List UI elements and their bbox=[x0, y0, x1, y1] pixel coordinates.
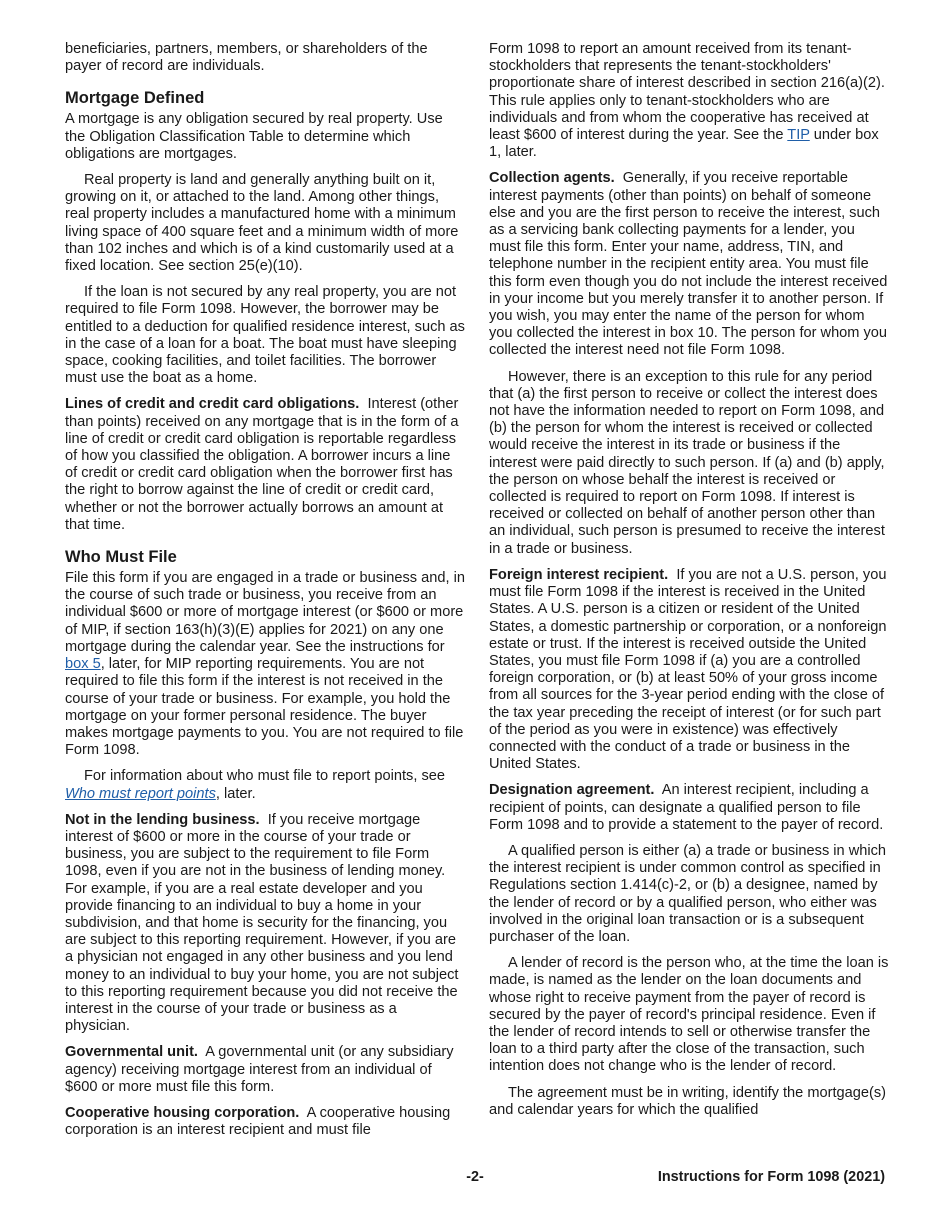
paragraph-points bbox=[65, 768, 465, 802]
paragraph-exception: However, there is an exception to this rule for any period that (a) the first person to receive or collect the interest does not have the information needed to report on Form 1098, and (b) the person for whom the interest is received or collected would receive the interest in its trade or business if the interest were paid directly to such person. If (a) and (b) apply, the person on whose behalf the interest is received or collected is required to report on Form 1098. If interest is received or collected on behalf of another person other than an individual, such person is presumed to receive the interest in a trade or business. bbox=[489, 368, 885, 557]
who-must-report-points-link[interactable]: Who must report points bbox=[65, 785, 216, 802]
paragraph-real-property: Real property is land and generally anything built on it, growing on it, or attached to the land. Among other things, real property includes a manufactured home with a minimum living space of 400 square feet and a minimum width of more than 102 inches and which is of a kind customarily used at a fixed location. See section 25(e)(10). bbox=[65, 172, 459, 275]
coop-cont-text-2: under box 1, later. bbox=[489, 127, 879, 161]
paragraph-cooperative-continued bbox=[489, 41, 889, 161]
points-text-2: , later. bbox=[215, 785, 256, 802]
run-in-heading-cooperative: Cooperative housing corporation. bbox=[65, 1104, 300, 1121]
who-text-2: , later, for MIP reporting requirements. You are not required to file this form if the interest is not received in the course of your trade or business. For example, you hold the mortgage on your former personal residence. The buyer makes mortgage payments to you. You are not required to file Form 1098. bbox=[65, 656, 464, 759]
cooperative-text: A cooperative housing corporation is an interest recipient and must file bbox=[65, 1104, 451, 1139]
paragraph-collection-agents bbox=[489, 170, 889, 359]
points-text-1: For information about who must file to report points, see bbox=[84, 768, 445, 785]
paragraph-not-lending bbox=[65, 812, 465, 1036]
paragraph-lines-of-credit bbox=[65, 396, 465, 534]
run-in-heading-lines-of-credit: Lines of credit and credit card obligations. bbox=[65, 396, 360, 413]
foreign-text: If you are not a U.S. person, you must file Form 1098 if the interest is received in the United States. A U.S. person is a citizen or resident of the United States, a domestic partnership or corporation, or a nonforeign estate or trust. If the interest is received outside the United States, you must file Form 1098 if (a) you are a controlled foreign corporation, or (b) at least 50% of your gross income from all sources for the 3-year period ending with the close of the tax year preceding the receipt of interest (or for such part of the period as you were in existence) was effectively connected with the conduct of a trade or business in the United States. bbox=[489, 566, 887, 773]
page-number: -2- bbox=[466, 1169, 484, 1185]
paragraph-governmental-unit bbox=[65, 1044, 465, 1096]
run-in-heading-collection: Collection agents. bbox=[489, 170, 615, 187]
lines-of-credit-text: Interest (other than points) received on any mortgage that is in the form of a line of credit or credit card obligation is reportable regardless of how you classified the obligation. A borrower incurs a line of credit or credit card obligation when the borrower first has the right to borrow against the line of credit or credit card, whether or not the borrower actually borrows an amount at that time. bbox=[65, 396, 459, 533]
paragraph-who-must-file bbox=[65, 570, 465, 759]
footer-title: Instructions for Form 1098 (2021) bbox=[657, 1169, 885, 1185]
paragraph-not-secured: If the loan is not secured by any real property, you are not required to file Form 1098. However, the borrower may be entitled to a deduction for qualified residence interest, such as in the case of a loan for a boat. The boat must have sleeping space, cooking facilities, and toilet facilities. The borrower must use the boat as a home. bbox=[65, 284, 465, 387]
paragraph-cooperative bbox=[65, 1105, 465, 1139]
paragraph-qualified-person: A qualified person is either (a) a trade or business in which the interest recipient is under common control as specified in Regulations section 1.414(c)-2, or (b) a designee, named by the lender of record or by a qualified person, who either was involved in the original loan transaction or is a subsequent purchaser of the loan. bbox=[489, 842, 887, 945]
heading-who-must-file: Who Must File bbox=[65, 548, 177, 567]
box-5-link[interactable]: box 5 bbox=[65, 656, 101, 673]
paragraph-agreement: The agreement must be in writing, identify the mortgage(s) and calendar years for which the qualified bbox=[489, 1084, 886, 1118]
heading-mortgage-defined: Mortgage Defined bbox=[65, 89, 205, 108]
paragraph-beneficiaries: beneficiaries, partners, members, or shareholders of the payer of record are individuals. bbox=[65, 41, 428, 75]
paragraph-foreign-recipient bbox=[489, 567, 889, 773]
paragraph-mortgage: A mortgage is any obligation secured by real property. Use the Obligation Classification Table to determine which obligations are mortgages. bbox=[65, 111, 443, 162]
coop-cont-text-1: Form 1098 to report an amount received from its tenant-stockholders that represents the tenant-stockholders' proportionate share of interest described in section 216(a)(2). This rule applies only to tenant-stockholders who are individuals and from whom the cooperative has received at least $600 of interest during the year. See the bbox=[489, 41, 885, 144]
left-column bbox=[65, 41, 465, 1148]
governmental-text: A governmental unit (or any subsidiary agency) receiving mortgage interest from an individual of $600 or more must file this form. bbox=[65, 1044, 454, 1095]
run-in-heading-designation: Designation agreement. bbox=[489, 782, 655, 799]
run-in-heading-governmental: Governmental unit. bbox=[65, 1044, 198, 1061]
paragraph-designation bbox=[489, 782, 889, 834]
who-text-1: File this form if you are engaged in a trade or business and, in the course of such trade or business, you receive from an individual $600 or more of mortgage interest (or $600 or more of MIP, if section 163(h)(3)(E) applies for 2021) on any one mortgage during the calendar year. See the instructions for bbox=[65, 570, 465, 655]
paragraph-lender-of-record: A lender of record is the person who, at the time the loan is made, is named as the lender on the loan documents and whose right to receive payment from the payer of record is secured by the payer of record's principal residence. Even if the lender of record intends to sell or otherwise transfer the loan to a third party after the close of the transaction, such intention does not change who is the lender of record. bbox=[489, 955, 889, 1075]
run-in-heading-not-lending: Not in the lending business. bbox=[65, 811, 260, 828]
designation-text: An interest recipient, including a recipient of points, can designate a qualified person to file Form 1098 and to provide a statement to the payer of record. bbox=[489, 782, 884, 833]
tip-link[interactable]: TIP bbox=[787, 127, 810, 144]
right-column bbox=[489, 41, 889, 1128]
not-lending-text: If you receive mortgage interest of $600 or more in the course of your trade or business, you are subject to the requirement to file Form 1098, even if you are not in the business of lending money. For example, if you are a real estate developer and you provide financing to an individual to buy a home in your subdivision, and that home is security for the financing, you are subject to this reporting requirement. However, if you are a physician not engaged in any other business and you lend money to an individual to buy your home, you are not subject to this reporting requirement because you did not receive the interest in the course of your trade or business as a physician. bbox=[65, 811, 459, 1035]
collection-text: Generally, if you receive reportable interest payments (other than points) on behalf of someone else and you are the first person to receive the interest, such as a servicing bank collecting payments for a lender, you must file this form. Enter your name, address, TIN, and telephone number in the recipient entity area. You must file this form even though you do not include the interest received in your income but you merely transfer it to another person. If you wish, you may enter the name of the person for whom you collected the interest in box 10. The person for whom you collected the interest need not file Form 1098. bbox=[489, 170, 888, 359]
run-in-heading-foreign: Foreign interest recipient. bbox=[489, 566, 669, 583]
